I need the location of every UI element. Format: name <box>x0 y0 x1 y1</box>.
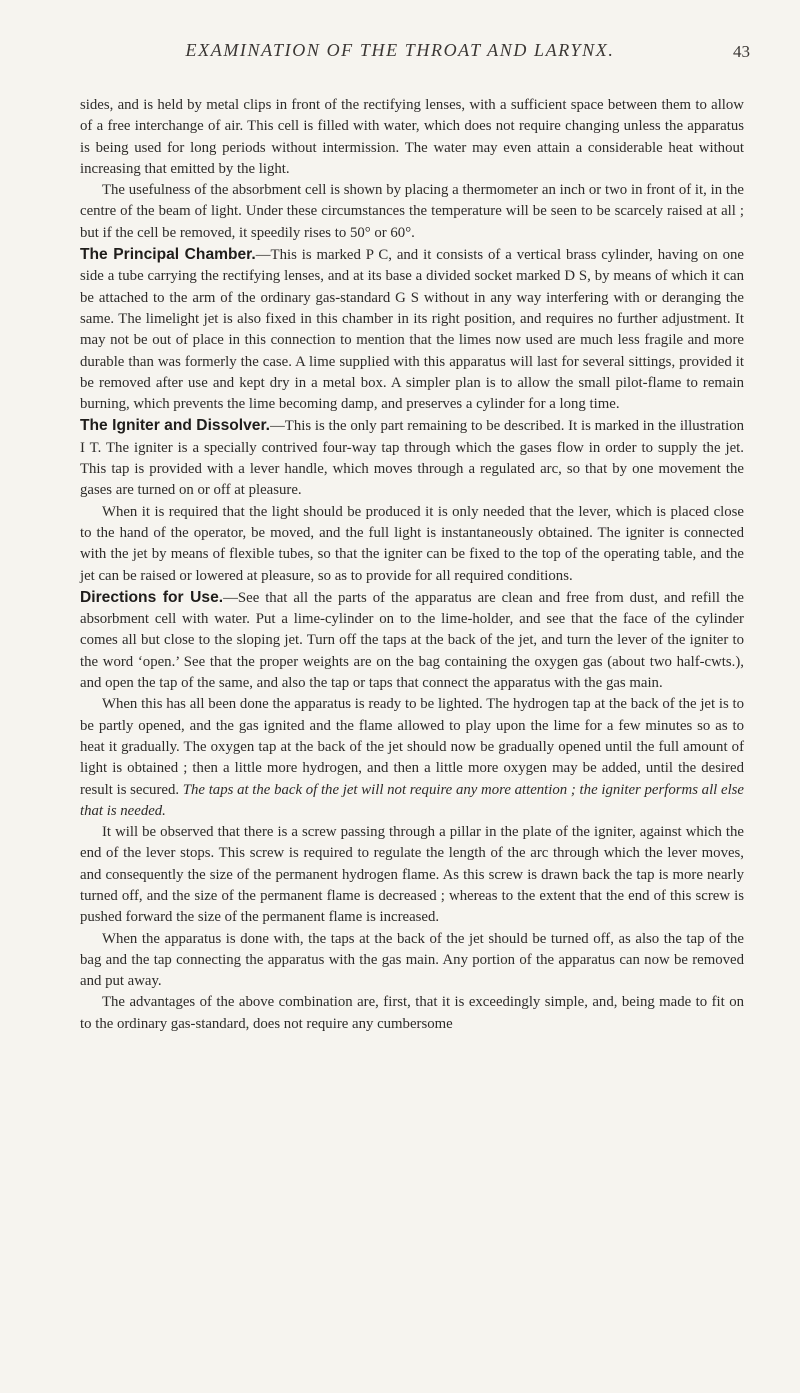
paragraph-igniter-dissolver <box>80 415 744 501</box>
paragraph-7-italic: The taps at the back of the jet will not require any more attention ; the igniter performs all else that is needed. <box>80 781 745 819</box>
section-heading-principal-chamber: The Principal Chamber. <box>80 246 256 264</box>
paragraph-7-text: When this has all been done the apparatus is ready to be lighted. The hydrogen tap at the back of the jet is to be partly opened, and the gas ignited and the flame allowed to play upon the lime for a few minutes so as to heat it gradually. The oxygen tap at the back of the jet should now be gradually opened until the full amount of light is obtained ; then a little more hydrogen, and then a little more oxygen may be added, until the desired result is secured. <box>80 696 744 798</box>
running-head <box>80 40 750 70</box>
running-head-title: EXAMINATION OF THE THROAT AND LARYNX. <box>185 40 615 60</box>
paragraph-principal-chamber <box>80 244 744 415</box>
body-text <box>80 95 744 1035</box>
paragraph-5: When it is required that the light should be produced it is only needed that the lever, which is placed close to the hand of the operator, be moved, and the full light is instantaneously obtained. The igniter is connected with the jet by means of flexible tubes, so that the igniter can be fixed to the top of the operating table, and the jet can be raised or lowered at pleasure, so as to provide for all required conditions. <box>80 503 744 584</box>
section-text-igniter-dissolver: —This is the only part remaining to be described. It is marked in the illustration I T. The igniter is a specially contrived four-way tap through which the gases flow in order to supply the jet. This tap is provided with a lever handle, which moves through a regulated arc, so that by one movement the gases are turned on or off at pleasure. <box>80 418 744 499</box>
paragraph-10: The advantages of the above combination are, first, that it is exceedingly simple, and, being made to fit on to the ordinary gas-standard, does not require any cumbersome <box>80 994 744 1032</box>
paragraph-2: The usefulness of the absorbment cell is shown by placing a thermometer an inch or two in front of it, in the centre of the beam of light. Under these circumstances the temperature will be seen to be scarcely raised at all ; but if the cell be removed, it speedily rises to 50° or 60°. <box>80 182 744 241</box>
section-text-principal-chamber: —This is marked P C, and it consists of a vertical brass cylinder, having on one side a tube carrying the rectifying lenses, and at its base a divided socket marked D S, by means of which it can be attached to the arm of the ordinary gas-standard G S without in any way interfering with or deranging the same. The limelight jet is also fixed in this chamber in its right position, and requires no further adjustment. It may not be out of place in this connection to mention that the limes now used are much less fragile and more durable than was formerly the case. A lime supplied with this apparatus will last for several sittings, provided it be removed after use and kept dry in a metal box. A simpler plan is to allow the small pilot-flame to remain burning, which prevents the lime becoming damp, and preserves a cylinder for a long time. <box>80 247 744 413</box>
section-heading-igniter-dissolver: The Igniter and Dissolver. <box>80 417 270 435</box>
paragraph-1: sides, and is held by metal clips in front of the rectifying lenses, with a sufficient space between them to allow of a free interchange of air. This cell is filled with water, which does not require changing unless the apparatus is being used for long periods without intermission. The water may even attain a considerable heat without increasing that emitted by the light. <box>80 97 744 177</box>
paragraph-directions <box>80 587 744 694</box>
section-text-directions: —See that all the parts of the apparatus are clean and free from dust, and refill the absorbment cell with water. Put a lime-cylinder on to the lime-holder, and see that the face of the cylinder comes all but close to the sloping jet. Turn off the taps at the back of the jet, and turn the lever of the igniter to the word ‘open.’ See that the proper weights are on the bag containing the oxygen gas (about two half-cwts.), and open the tap of the same, and also the tap or taps that connect the apparatus with the gas main. <box>80 589 744 692</box>
page-number: 43 <box>733 42 750 61</box>
paragraph-9: When the apparatus is done with, the taps at the back of the jet should be turned off, as also the tap of the bag and the tap connecting the apparatus with the gas main. Any portion of the apparatus can now be removed and put away. <box>80 930 744 990</box>
paragraph-7 <box>80 694 744 822</box>
paragraph-8: It will be observed that there is a screw passing through a pillar in the plate of the igniter, against which the end of the lever stops. This screw is required to regulate the length of the arc through which the lever moves, and consequently the size of the permanent hydrogen flame. As this screw is drawn back the tap is more nearly turned off, and the size of the permanent flame is decreased ; whereas to the extent that the end of this screw is pushed forward the size of the permanent flame is increased. <box>80 824 744 926</box>
section-heading-directions: Directions for Use. <box>80 588 224 606</box>
